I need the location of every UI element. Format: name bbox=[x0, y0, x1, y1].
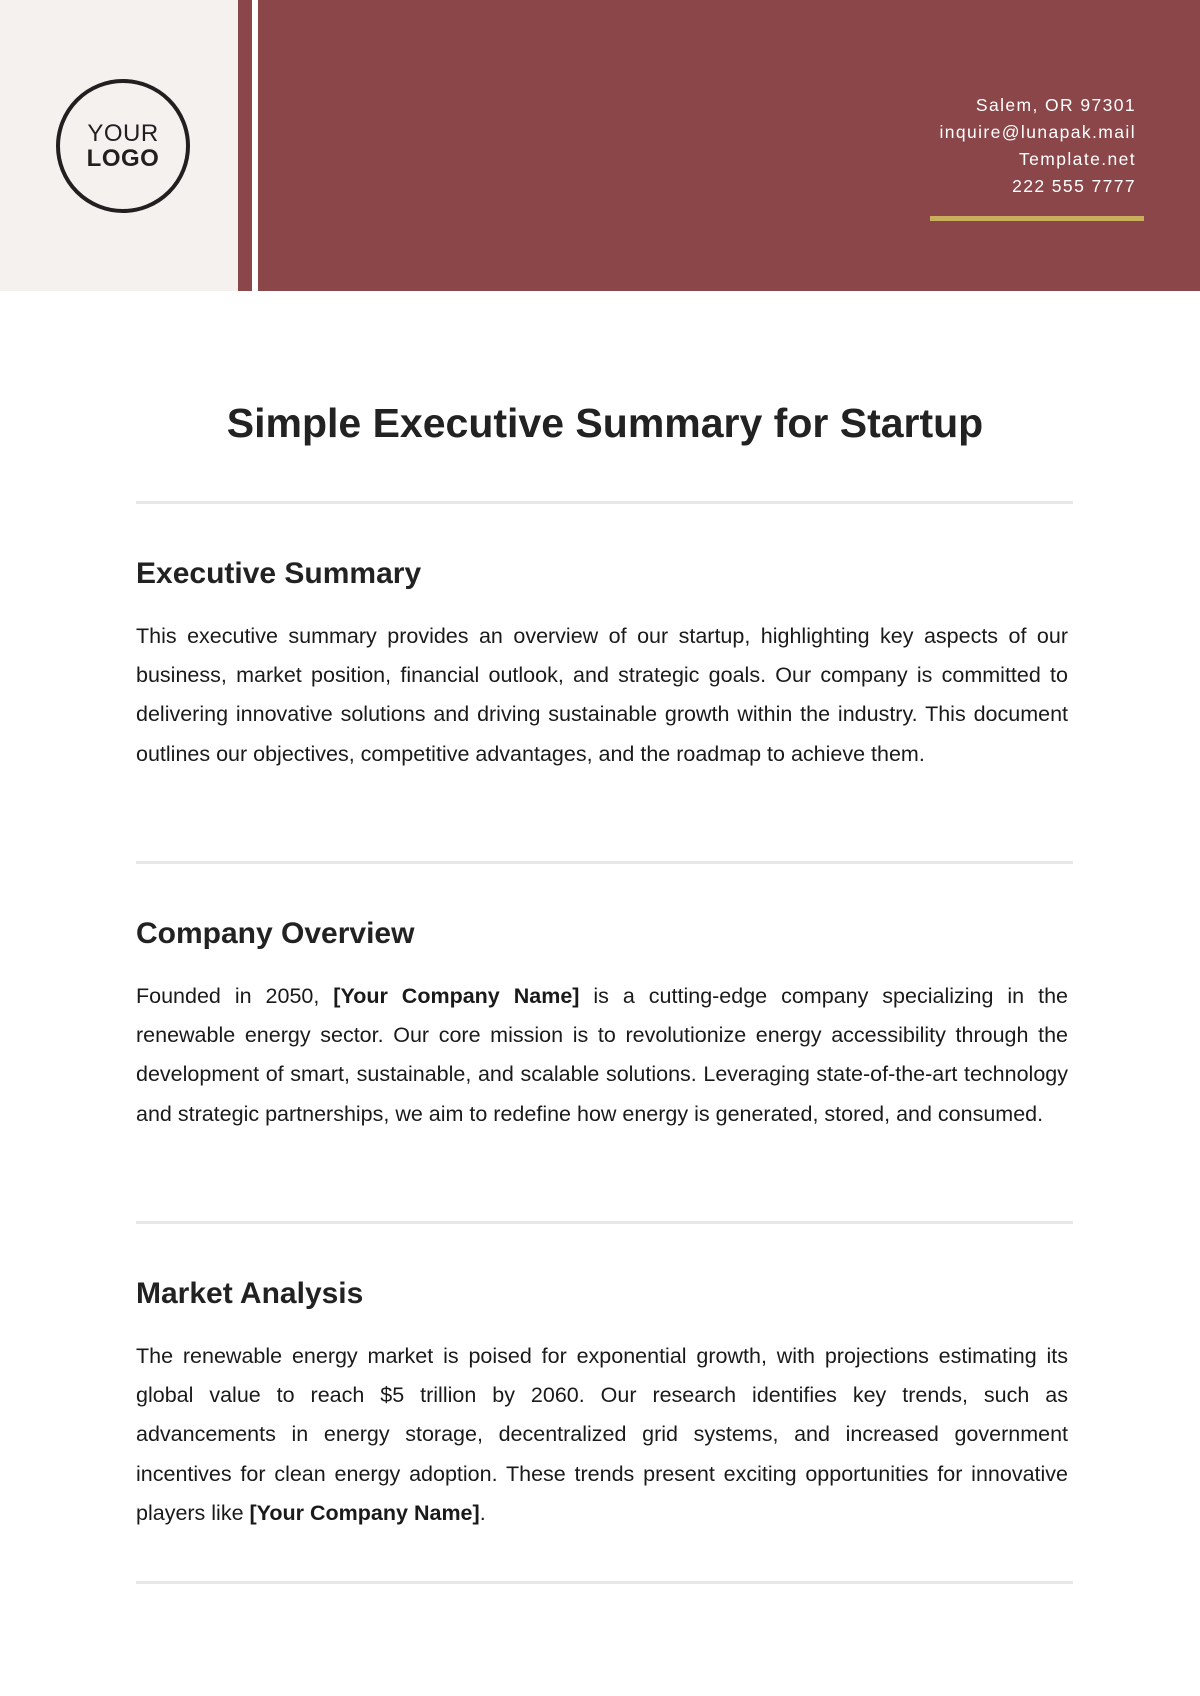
contact-email: inquire@lunapak.mail bbox=[939, 122, 1136, 142]
title-divider bbox=[136, 501, 1073, 504]
company-name-placeholder: [Your Company Name] bbox=[249, 1500, 480, 1525]
document-title: Simple Executive Summary for Startup bbox=[226, 400, 984, 446]
section-divider bbox=[136, 1581, 1073, 1584]
section-body-market-analysis bbox=[136, 1337, 1068, 1533]
document-header bbox=[0, 0, 1200, 291]
contact-address: Salem, OR 97301 bbox=[975, 95, 1136, 115]
accent-divider bbox=[930, 216, 1144, 221]
company-name-placeholder: [Your Company Name] bbox=[333, 984, 580, 1008]
logo-text-logo: LOGO bbox=[86, 145, 160, 172]
section-heading-executive-summary: Executive Summary bbox=[136, 557, 422, 590]
section-divider bbox=[136, 1221, 1073, 1224]
contact-block bbox=[939, 92, 1136, 200]
logo-panel bbox=[0, 0, 238, 291]
logo-text-your: YOUR bbox=[87, 119, 159, 147]
contact-phone: 222 555 7777 bbox=[1012, 176, 1136, 196]
section-heading-market-analysis: Market Analysis bbox=[136, 1277, 364, 1310]
header-band-stripe bbox=[238, 0, 252, 291]
section-divider bbox=[136, 861, 1073, 864]
company-logo bbox=[56, 79, 190, 213]
market-analysis-text-end: . bbox=[479, 1500, 486, 1525]
contact-website: Template.net bbox=[1019, 149, 1136, 169]
company-overview-text-start: Founded in 2050, bbox=[136, 984, 334, 1008]
company-overview-text-end: is a cutting-edge company specializing in the renewable energy sector. Our core mission is to revolutionize energy accessibility through the development of smart, sustainable, and scalable solutions. Leveraging state-of-the-art technology and strategic partnerships, we aim to redefine how energy is generated, stored, and consumed. bbox=[136, 984, 1068, 1126]
section-body-executive-summary: This executive summary provides an overview of our startup, highlighting key aspects of our business, market position, financial outlook, and strategic goals. Our company is committed to delivering innovative solutions and driving sustainable growth within the industry. This document outlines our objectives, competitive advantages, and the roadmap to achieve them. bbox=[136, 624, 1068, 766]
section-heading-company-overview: Company Overview bbox=[136, 917, 415, 950]
section-body-company-overview bbox=[136, 977, 1068, 1134]
market-analysis-text-start: The renewable energy market is poised for exponential growth, with projections estimating its global value to reach $5 trillion by 2060. Our research identifies key trends, such as advancements in energy storage, decentralized grid systems, and increased government incentives for clean energy adoption. These trends present exciting opportunities for innovative players like bbox=[136, 1344, 1068, 1525]
